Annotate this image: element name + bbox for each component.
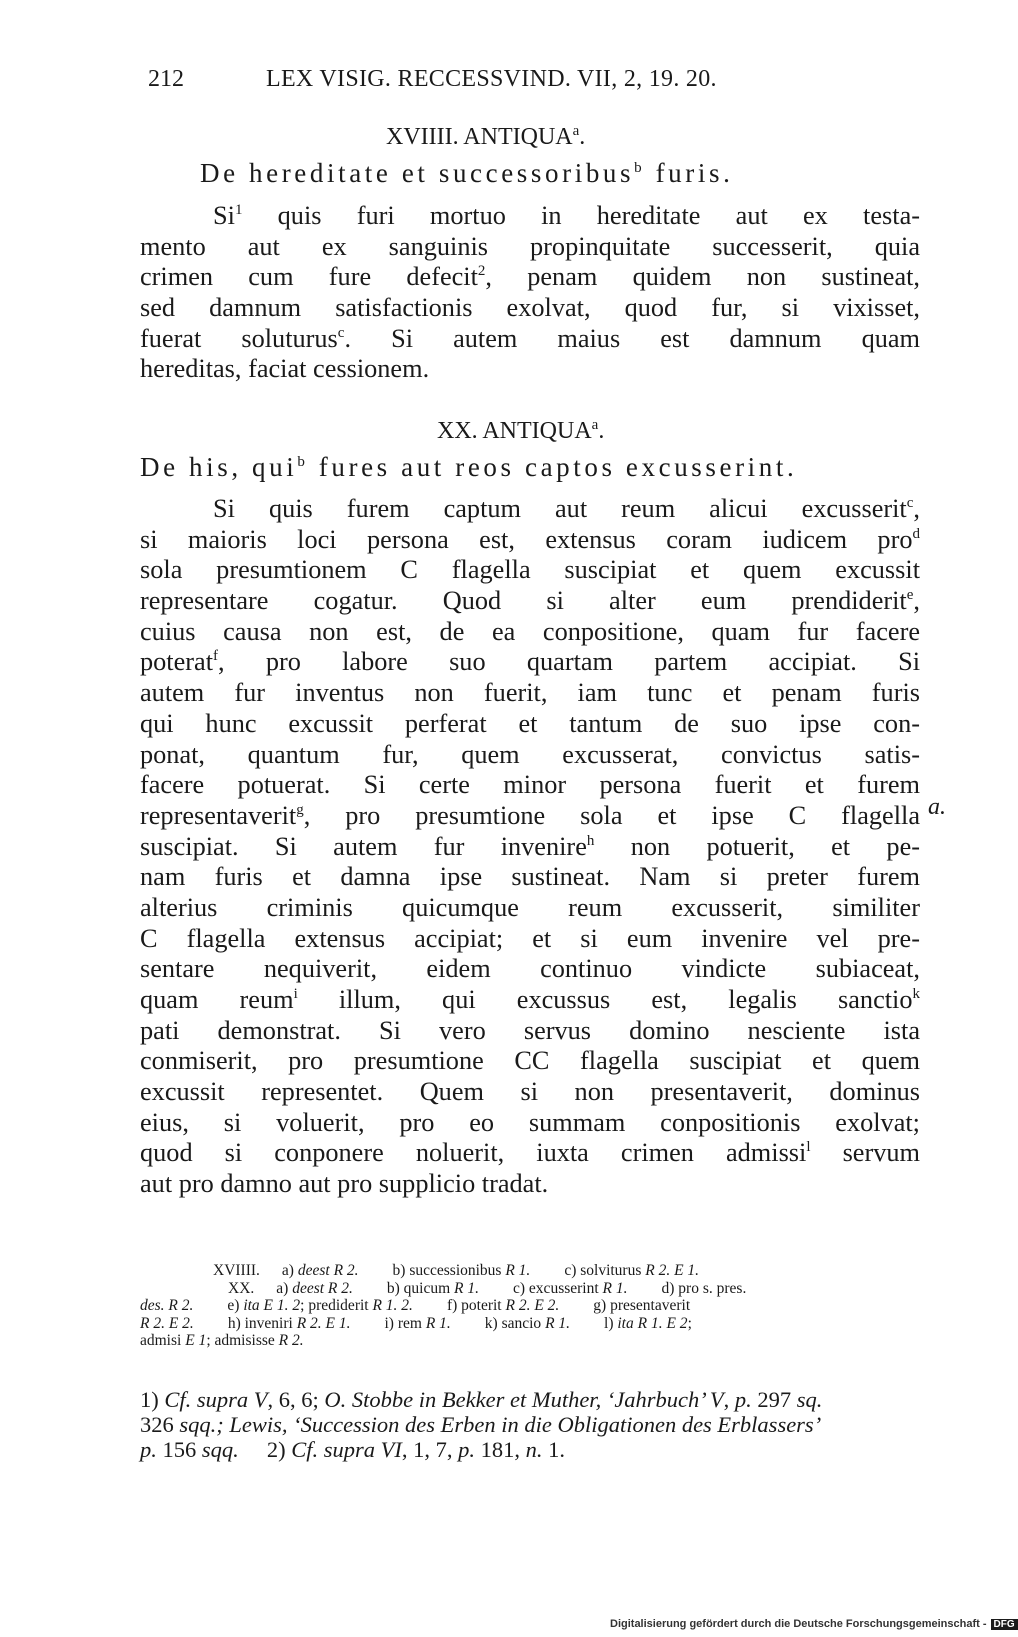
text-line: excussit representet. Quem si non presentaverit, dominus — [140, 1077, 920, 1107]
text-line: pati demonstrat. Si vero servus domino nesciente ista — [140, 1015, 920, 1045]
text-line: sed damnum satisfactionis exolvat, quod fur, si vixisset, — [140, 293, 920, 323]
text-line: crimen cum fure defecit$^2$, penam quidem non sustineat, — [140, 262, 921, 292]
text-line: sentare nequiverit, eidem continuo vindicte subiaceat, — [140, 954, 920, 984]
text-line: quod si conponere noluerit, iuxta crimen admissi$^l$ servum — [140, 1138, 920, 1168]
footnote-line: p. 156 sqq. 2) Cf. supra VI, 1, 7, p. 181, n. 1. — [140, 1437, 566, 1462]
section-20-rubric: De his, qui$^b$ fures aut reos captos excusserint. — [140, 452, 798, 482]
text-line: C flagella extensus accipiat; et si eum invenire vel pre- — [140, 923, 920, 953]
text-line: quam reum$^i$ illum, qui excussus est, legalis sanctio$^k$ — [140, 985, 921, 1014]
text-line: cuius causa non est, de ea conpositione, quam fur facere — [140, 616, 920, 646]
footnotes — [140, 1387, 920, 1462]
section-19-text — [140, 201, 920, 385]
critical-apparatus — [140, 1262, 920, 1350]
text-line: poterat$^f$, pro labore suo quartam partem accipiat. Si — [140, 647, 920, 677]
text-line: representare cogatur. Quod si alter eum prendiderit$^e$, — [140, 586, 920, 616]
text-line: representaverit$^g$, pro presumtione sola et ipse C flagella — [140, 800, 920, 830]
text-line: facere potuerat. Si certe minor persona fuerit et furem — [140, 770, 920, 800]
footer-text: Digitalisierung gefördert durch die Deutsche Forschungsgemeinschaft - — [610, 1618, 987, 1630]
section-19-rubric: De hereditate et successoribus$^b$ furis. — [200, 158, 734, 188]
section-20-heading: XX. ANTIQUA$^a$. — [437, 417, 605, 444]
footnote-line: 1) Cf. supra V, 6, 6; O. Stobbe in Bekker et Muther, ‘Jahrbuch’ V, p. 297 sq. — [140, 1387, 823, 1412]
text-line: sola presumtionem C flagella suscipiat et quem excussit — [140, 555, 920, 585]
text-line: mento aut ex sanguinis propinquitate successerit, quia — [140, 231, 920, 261]
digitization-footer — [610, 1618, 1018, 1630]
section-20-text — [140, 494, 920, 1200]
page-number: 212 — [148, 66, 184, 92]
apparatus-line: XX. a) deest R 2. b) quicum R 1. c) excusserint R 1. d) pro s. pres. — [228, 1279, 747, 1297]
text-line: qui hunc excussit perferat et tantum de suo ipse con- — [140, 708, 920, 738]
text-line: conmiserit, pro presumtione CC flagella suscipiat et quem — [140, 1046, 920, 1076]
text-line: si maioris loci persona est, extensus coram iudicem pro$^d$ — [140, 524, 920, 554]
margin-letter: a. — [928, 794, 946, 820]
text-line: nam furis et damna ipse sustineat. Nam si preter furem — [140, 862, 920, 892]
apparatus-line: des. R 2. e) ita E 1. 2; prediderit R 1. 2. f) poterit R 2. E 2. g) presentaverit — [140, 1297, 691, 1314]
apparatus-line: admisi E 1; admisisse R 2. — [140, 1332, 304, 1349]
footnote-line: 326 sqq.; Lewis, ‘Succession des Erben in die Obligationen des Erblassers’ — [140, 1412, 822, 1437]
text-line: eius, si voluerit, pro eo summam conpositionis exolvat; — [140, 1107, 920, 1137]
text-line: Si$^1$ quis furi mortuo in hereditate aut ex testa- — [213, 201, 920, 230]
text-line: suscipiat. Si autem fur invenire$^h$ non potuerit, et pe- — [140, 831, 921, 861]
section-19-heading: XVIIII. ANTIQUA$^a$. — [386, 123, 586, 150]
dfg-logo: DFG — [991, 1619, 1018, 1630]
text-line: autem fur inventus non fuerit, iam tunc et penam furis — [140, 678, 920, 708]
text-line: fuerat soluturus$^c$. Si autem maius est damnum quam — [140, 323, 920, 353]
text-line: Si quis furem captum aut reum alicui excusserit$^c$, — [213, 494, 920, 523]
text-line: alterius criminis quicumque reum excusserit, similiter — [140, 892, 920, 922]
text-line: aut pro damno aut pro supplicio tradat. — [140, 1169, 549, 1199]
text-line: hereditas, faciat cessionem. — [140, 354, 430, 384]
apparatus-line: R 2. E 2. h) inveniri R 2. E 1. i) rem R 1. k) sancio R 1. l) ita R 1. E 2; — [140, 1314, 692, 1332]
running-title: LEX VISIG. RECCESSVIND. VII, 2, 19. 20. — [266, 66, 717, 92]
apparatus-line: XVIIII. a) deest R 2. b) successionibus R 1. c) solviturus R 2. E 1. — [213, 1262, 700, 1279]
text-line: ponat, quantum fur, quem excusserat, convictus satis- — [140, 739, 920, 769]
